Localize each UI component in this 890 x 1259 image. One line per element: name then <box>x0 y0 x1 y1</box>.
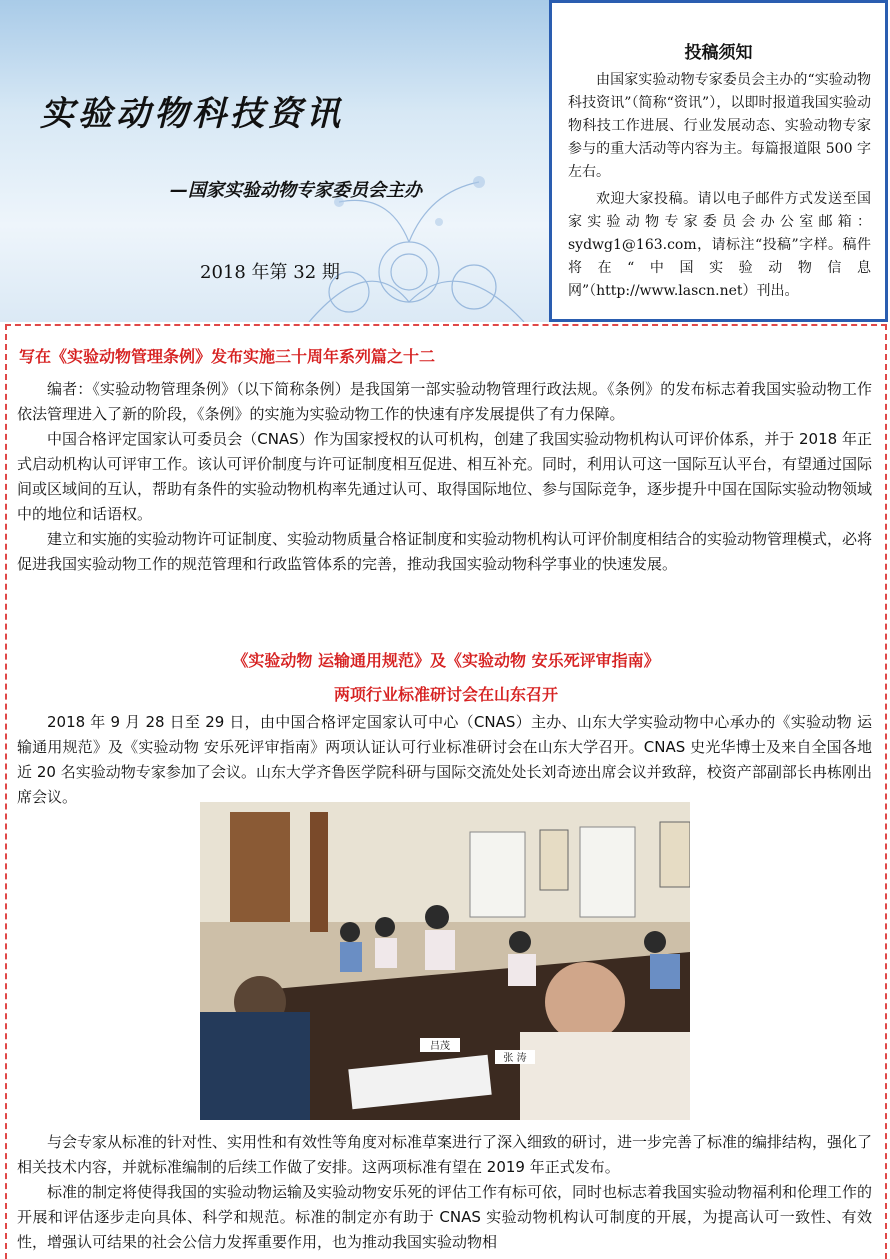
article-body-continued <box>17 1130 872 1255</box>
section-title: 写在《实验动物管理条例》发布实施三十周年系列篇之十二 <box>19 347 436 366</box>
nameplate-text: 张 涛 <box>503 1053 527 1064</box>
notice-title: 投稿须知 <box>684 43 753 62</box>
article-body <box>17 710 872 810</box>
masthead <box>0 0 549 322</box>
notice-paragraph: 由国家实验动物专家委员会主办的“实验动物科技资讯”（简称“资讯”），以即时报道我国实验动物科技工作进展、行业发展动态、实验动物专家参与的重大活动等内容为主。每篇报道限 500 字左右。 <box>568 72 871 180</box>
paragraph: 标准的制定将使得我国的实验动物运输及实验动物安乐死的评估工作有标可依，同时也标志着我国实验动物福利和伦理工作的开展和评估逐步走向具体、科学和规范。标准的制定亦有助于 CNAS 实验动物机构认可制度的开展，为提高认可一致性、有效性，增强认可结果的社会公信力发挥重要作用，也为推动我国实验动物相 <box>17 1183 873 1251</box>
nameplate-text: 吕茂 <box>430 1041 450 1052</box>
article-title: 《实验动物 运输通用规范》及《实验动物 安乐死评审指南》 <box>232 651 660 670</box>
paragraph: 编者：《实验动物管理条例》（以下简称条例）是我国第一部实验动物管理行政法规。《条例》的发布标志着我国实验动物工作依法管理进入了新的阶段，《条例》的实施为实验动物工作的快速有序发展提供了有力保障。 <box>17 380 872 423</box>
submission-notice-box <box>549 0 888 322</box>
notice-paragraph: 欢迎大家投稿。请以电子邮件方式发送至国家实验动物专家委员会办公室邮箱：sydwg1@163.com，请标注“投稿”字样。稿件将在“中国实验动物信息网”（http://www.lascn.net）刊出。 <box>568 191 871 299</box>
article-subtitle: 两项行业标准研讨会在山东召开 <box>333 685 558 704</box>
paragraph: 建立和实施的实验动物许可证制度、实验动物质量合格证制度和实验动物机构认可评价制度相结合的实验动物管理模式，必将促进我国实验动物工作的规范管理和行政监管体系的完善，推动我国实验动物科学事业的快速发展。 <box>17 530 873 573</box>
main-content <box>5 324 887 1259</box>
meeting-photo <box>200 802 690 1120</box>
section-body <box>17 377 872 577</box>
paragraph: 2018 年 9 月 28 日至 29 日，由中国合格评定国家认可中心（CNAS）主办、山东大学实验动物中心承办的《实验动物 运输通用规范》及《实验动物 安乐死评审指南》两项认证认可行业标准研讨会在山东大学召开。CNAS 史光华博士及来自全国各地近 20 名实验动物专家参加了会议。山东大学齐鲁医学院科研与国际交流处处长刘奇迹出席会议并致辞，校资产部副部长冉栋刚出席会议。 <box>17 713 872 806</box>
issue-number: 2018 年第 32 期 <box>200 262 340 283</box>
paragraph: 与会专家从标准的针对性、实用性和有效性等角度对标准草案进行了深入细致的研讨，进一步完善了标准的编排结构，强化了相关技术内容，并就标准编制的后续工作做了安排。这两项标准有望在 2019 年正式发布。 <box>17 1133 873 1176</box>
paragraph: 中国合格评定国家认可委员会（CNAS）作为国家授权的认可机构，创建了我国实验动物机构认可评价体系，并于 2018 年正式启动机构认可评审工作。该认可评价制度与许可证制度相互促进、相互补充。同时，利用认可这一国际互认平台，有望通过国际间或区域间的互认，帮助有条件的实验动物机构率先通过认可、取得国际地位、参与国际竞争，逐步提升中国在国际实验动物领域中的地位和话语权。 <box>17 430 873 523</box>
magazine-subtitle: —国家实验动物专家委员会主办 <box>170 180 422 201</box>
magazine-title: 实验动物科技资讯 <box>40 94 344 134</box>
